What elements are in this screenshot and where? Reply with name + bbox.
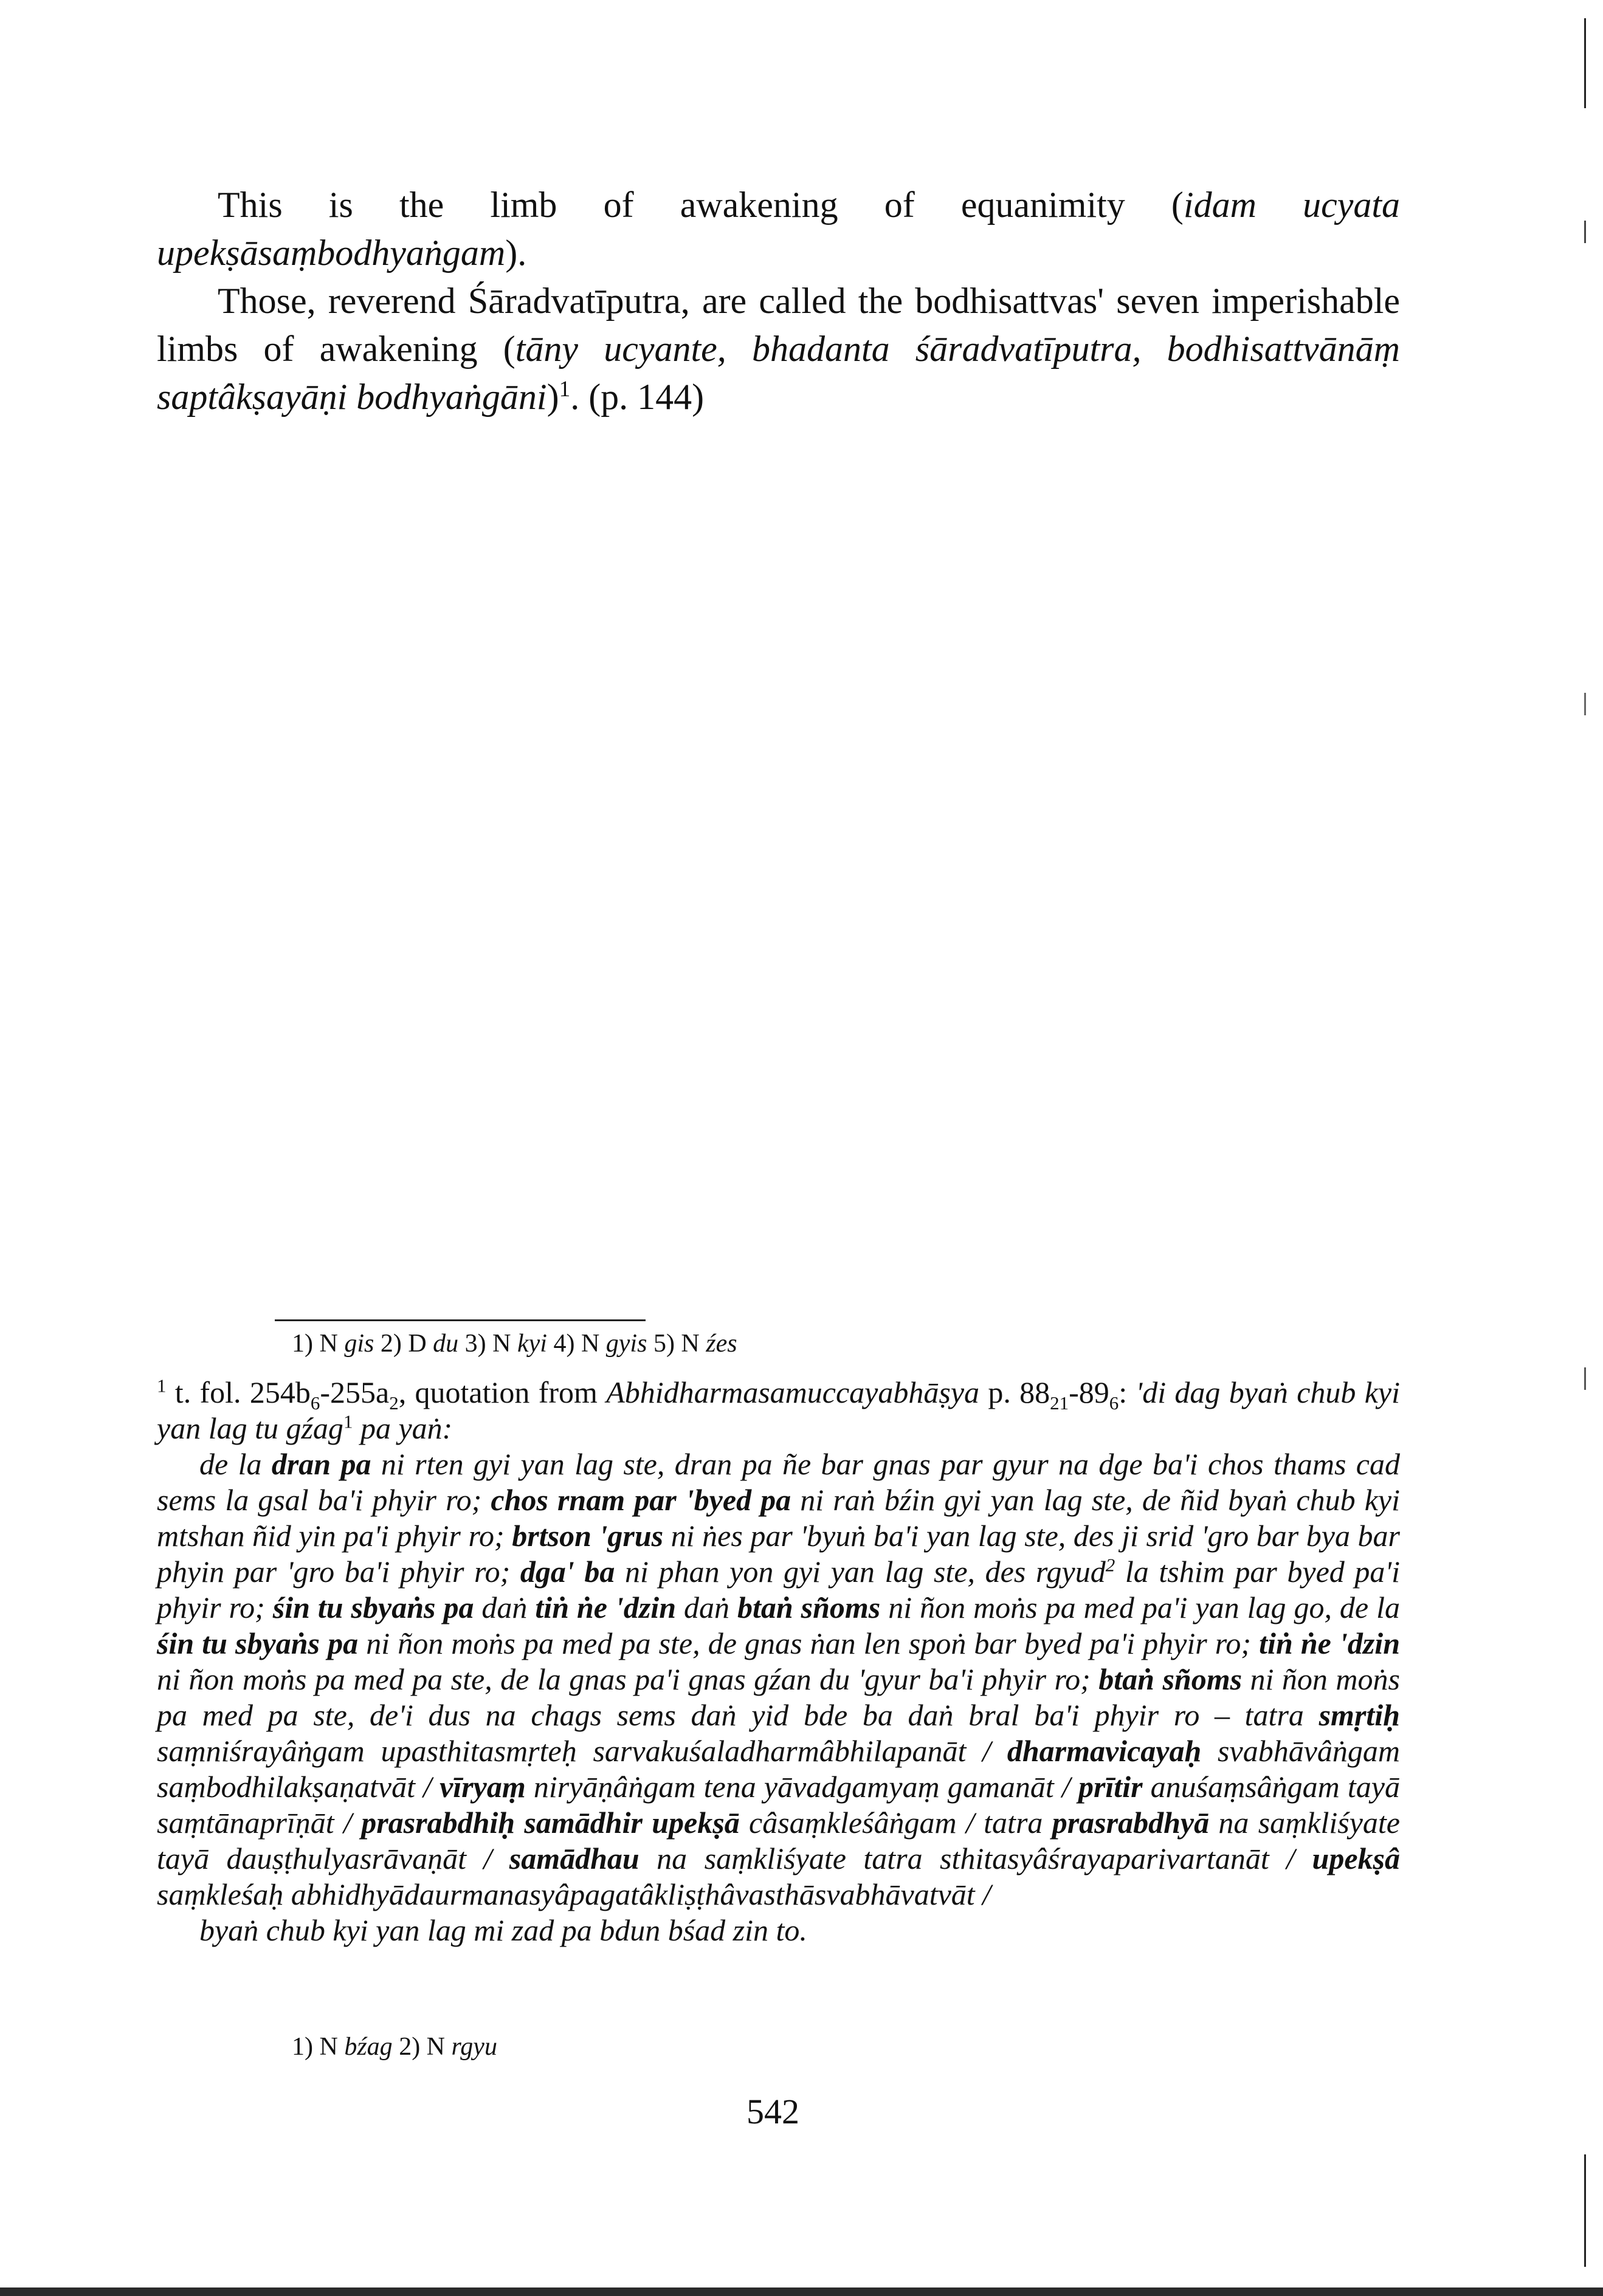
variant-reading: kyi	[517, 1330, 547, 1358]
variant-reading: źes	[706, 1330, 737, 1358]
variant-readings-1	[292, 1328, 737, 1359]
bold-term: śin tu sbyaṅs pa	[157, 1626, 359, 1660]
text-span: anuśaṃsâṅgam tayā saṃtānaprīṇāt /	[157, 1770, 1400, 1840]
tibetan-quote: 'di dag byaṅ chub kyi yan lag tu gźag	[157, 1375, 1400, 1445]
text-span: t. fol. 254b	[166, 1375, 311, 1409]
text-span: ni ñon moṅs pa med pa ste, de la gnas pa'i gnas gźan du 'gyur ba'i phyir ro;	[157, 1662, 1099, 1696]
bold-term: btaṅ sñoms	[737, 1590, 881, 1624]
footnote-divider	[275, 1319, 646, 1321]
variant-label: 1) N	[292, 1330, 345, 1358]
page-number: 542	[746, 2092, 799, 2131]
bold-term: prasrabdhyā	[1052, 1806, 1210, 1840]
variant-reading: gis	[344, 1330, 374, 1358]
text-span: :	[1119, 1375, 1136, 1409]
source-title: Abhidharmasamuccayabhāṣya	[606, 1375, 980, 1409]
sanskrit-term: idam ucyata upekṣāsaṃbodhyaṅgam	[157, 185, 1400, 273]
footnote-closing-line	[157, 1913, 1400, 1948]
footnote	[157, 1375, 1400, 1948]
text-span: ni raṅ bźin gyi yan lag ste, de ñid byaṅ chub kyi mtshan ñid yin pa'i phyir ro;	[157, 1483, 1400, 1553]
footnote-quotation	[157, 1446, 1400, 1913]
bold-term: upekṣâ	[1312, 1841, 1400, 1875]
tibetan-quote: pa yaṅ:	[353, 1411, 453, 1445]
paragraph-seven-limbs	[157, 277, 1400, 421]
variant-label: 2) D	[374, 1330, 433, 1358]
bold-term: tiṅ ṅe 'dzin	[1259, 1626, 1401, 1660]
text-span: This is the limb of awakening of equanimity (	[218, 185, 1184, 225]
text-span: ni phan yon gyi yan lag ste, des rgyud	[615, 1555, 1106, 1589]
closing-text: byaṅ chub kyi yan lag mi zad pa bdun bśad zin to.	[199, 1913, 807, 1947]
subscript: 6	[1109, 1392, 1119, 1414]
text-span: la tshim par byed pa'i phyir ro;	[157, 1555, 1400, 1624]
text-span: )	[546, 377, 559, 417]
bold-term: smṛtiḥ	[1319, 1698, 1400, 1732]
text-span: câsaṃkleśâṅgam / tatra	[739, 1806, 1052, 1840]
page-reference: . (p. 144)	[570, 377, 705, 417]
text-span: niryāṇâṅgam tena yāvadgamyaṃ gamanāt /	[525, 1770, 1078, 1804]
scan-edge-right	[1584, 18, 1586, 2267]
text-span: de la	[199, 1447, 272, 1481]
text-span: svabhāvâṅgam saṃbodhilakṣaṇatvāt /	[157, 1734, 1400, 1804]
bold-term: dharmavicayaḥ	[1007, 1734, 1202, 1768]
text-span: ni rten gyi yan lag ste, dran pa ñe bar gnas par gyur na dge ba'i chos thams cad sems la gsal ba'i phyir ro;	[157, 1447, 1400, 1517]
bold-term: śin tu sbyaṅs pa	[272, 1590, 474, 1624]
paragraph-equanimity	[157, 181, 1400, 277]
text-span: daṅ	[676, 1590, 737, 1624]
bold-term: brtson 'grus	[512, 1519, 664, 1553]
text-span: ni ñon moṅs pa med pa ste, de gnas ṅan len spoṅ bar byed pa'i phyir ro;	[358, 1626, 1260, 1660]
bold-term: btaṅ sñoms	[1098, 1662, 1243, 1696]
bold-term: dran pa	[271, 1447, 371, 1481]
subscript: 6	[310, 1392, 320, 1414]
text-span: ni ñon moṅs pa med pa'i yan lag go, de la	[880, 1590, 1400, 1624]
text-span: na saṃkliśyate tatra sthitasyâśrayaparivartanāt /	[639, 1841, 1312, 1875]
footnote-head	[157, 1375, 1400, 1446]
bold-term: dga' ba	[520, 1555, 615, 1589]
variant-reading: gyis	[605, 1330, 647, 1358]
text-span: Those, reverend Śāradvatīputra, are called the bodhisattvas' seven imperishable limbs of awakening (	[157, 281, 1400, 369]
variant-readings-2	[292, 2031, 497, 2063]
variant-label: 3) N	[458, 1330, 517, 1358]
footnote-reference[interactable]: 1	[559, 377, 571, 402]
scan-edge-bottom	[0, 2287, 1603, 2296]
text-span: ).	[505, 233, 527, 273]
variant-marker: 1	[343, 1411, 353, 1432]
text-span: -89	[1069, 1375, 1109, 1409]
variant-label: 4) N	[546, 1330, 606, 1358]
bold-term: tiṅ ṅe 'dzin	[535, 1590, 676, 1624]
bold-term: samādhau	[509, 1841, 639, 1875]
variant-marker: 2	[1105, 1554, 1115, 1576]
subscript: 2	[389, 1392, 399, 1414]
variant-label: 5) N	[647, 1330, 706, 1358]
text-span: saṃkleśaḥ abhidhyādaurmanasyâpagatâkliṣṭhâvasthāsvabhāvatvāt /	[157, 1877, 991, 1911]
text-span: na saṃkliśyate tayā dauṣṭhulyasrāvaṇāt /	[157, 1806, 1401, 1875]
main-text	[157, 181, 1400, 421]
text-span: p. 88	[979, 1375, 1050, 1409]
text-span: ni ṅes par 'byuṅ ba'i yan lag ste, des ji srid 'gro bar bya bar phyin par 'gro ba'i phyir ro;	[157, 1519, 1400, 1589]
variant-reading: rgyu	[451, 2033, 497, 2061]
bold-term: prasrabdhiḥ samādhir upekṣā	[361, 1806, 740, 1840]
bold-term: chos rnam par 'byed pa	[491, 1483, 791, 1517]
footnote-marker: 1	[157, 1375, 167, 1397]
text-span: , quotation from	[398, 1375, 607, 1409]
subscript: 21	[1050, 1392, 1069, 1414]
variant-label: 2) N	[392, 2033, 452, 2061]
text-span: daṅ	[474, 1590, 536, 1624]
text-span: ni ñon moṅs pa med pa ste, de'i dus na chags sems daṅ yid bde ba daṅ bral ba'i phyir ro – tatra	[157, 1662, 1400, 1732]
text-span: saṃniśrayâṅgam upasthitasmṛteḥ sarvakuśaladharmâbhilapanāt /	[157, 1734, 1007, 1768]
quotation-text	[157, 1447, 1400, 1911]
bold-term: vīryaṃ	[440, 1770, 526, 1804]
sanskrit-term: tāny ucyante, bhadanta śāradvatīputra, bodhisattvānāṃ saptâkṣayāṇi bodhyaṅgāni	[157, 329, 1400, 417]
variant-reading: du	[433, 1330, 459, 1358]
variant-reading: bźag	[344, 2033, 393, 2061]
bold-term: prītir	[1078, 1770, 1143, 1804]
variant-label: 1) N	[292, 2033, 345, 2061]
text-span: -255a	[320, 1375, 390, 1409]
